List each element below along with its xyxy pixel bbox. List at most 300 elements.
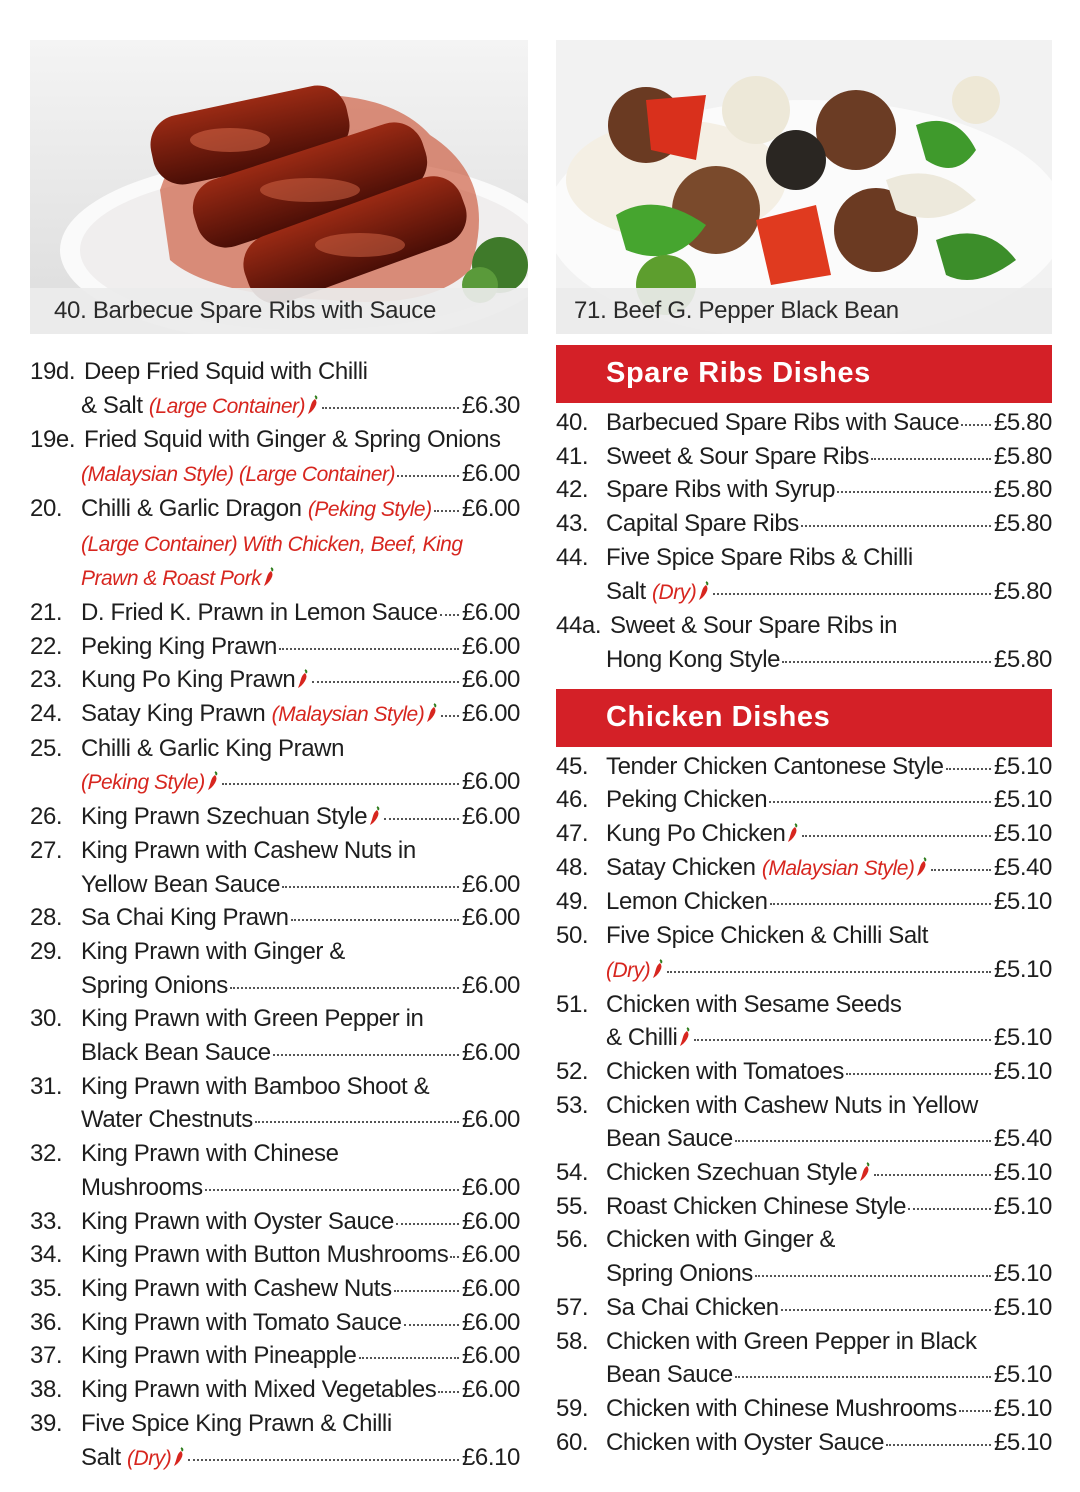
item-name-text: Sweet & Sour Spare Ribs in xyxy=(610,612,898,640)
dot-leader xyxy=(802,835,990,837)
item-note: (Peking Style) xyxy=(307,497,432,521)
item-price: £5.80 xyxy=(993,510,1052,538)
dot-leader xyxy=(770,903,991,905)
item-price: £5.10 xyxy=(993,955,1052,983)
item-name xyxy=(81,561,276,596)
item-number: 28. xyxy=(30,904,63,932)
item-price: £6.00 xyxy=(461,1376,520,1404)
menu-item xyxy=(556,1392,1052,1426)
menu-item-line xyxy=(30,1339,520,1373)
menu-item-line xyxy=(30,1272,520,1306)
menu-item xyxy=(556,507,1052,541)
menu-item-line xyxy=(30,1036,520,1070)
menu-item-line xyxy=(30,901,520,935)
item-number: 44. xyxy=(556,543,589,571)
dot-leader xyxy=(255,1121,459,1123)
item-name-text: Spare Ribs with Syrup xyxy=(606,476,836,504)
item-name-text: Deep Fried Squid with Chilli xyxy=(84,358,368,385)
dot-leader xyxy=(440,614,459,616)
item-name xyxy=(606,575,711,610)
menu-item-line xyxy=(556,988,1052,1022)
item-name xyxy=(606,643,780,677)
menu-item xyxy=(556,988,1052,1055)
item-name-text: King Prawn with Ginger & xyxy=(81,937,345,965)
item-price: £6.00 xyxy=(461,460,520,488)
item-price: £5.40 xyxy=(993,853,1052,881)
menu-item xyxy=(30,1070,520,1137)
menu-item-line xyxy=(556,885,1052,919)
item-number: 60. xyxy=(556,1428,589,1456)
item-note: (Malaysian Style) xyxy=(271,703,425,727)
menu-item-line xyxy=(30,969,520,1003)
item-name xyxy=(610,609,897,643)
menu-item-line xyxy=(30,1407,520,1441)
dot-leader xyxy=(801,525,991,527)
item-name-text: Chicken with Sesame Seeds xyxy=(606,990,902,1018)
dot-leader xyxy=(961,424,991,426)
menu-item xyxy=(30,1002,520,1069)
menu-item xyxy=(30,423,520,491)
dot-leader xyxy=(782,661,991,663)
item-name-text: King Prawn Szechuan Style xyxy=(81,803,368,831)
item-name-text: Chicken with Cashew Nuts in Yellow xyxy=(606,1091,978,1119)
chilli-icon xyxy=(368,806,382,826)
menu-item-line xyxy=(556,575,1052,610)
item-name xyxy=(606,1392,957,1426)
menu-item-line xyxy=(30,389,520,424)
menu-item xyxy=(30,1339,520,1373)
item-name xyxy=(81,1441,186,1476)
item-number: 19e. xyxy=(30,426,76,454)
menu-item-line xyxy=(556,783,1052,817)
menu-item-line xyxy=(30,800,520,834)
item-number: 36. xyxy=(30,1308,63,1336)
item-price: £5.10 xyxy=(993,1024,1052,1052)
menu-item xyxy=(30,935,520,1002)
menu-item-line xyxy=(556,1021,1052,1055)
item-name-text: Satay King Prawn xyxy=(81,700,266,728)
menu-item-line xyxy=(30,663,520,697)
item-number: 29. xyxy=(30,937,63,965)
dot-leader xyxy=(871,458,991,460)
item-name xyxy=(81,1002,423,1036)
item-number: 27. xyxy=(30,836,63,864)
item-number: 50. xyxy=(556,922,589,950)
chilli-icon xyxy=(172,1447,186,1467)
spare-ribs-photo xyxy=(30,40,528,334)
item-name-text: Peking Chicken xyxy=(606,786,768,814)
item-price: £6.00 xyxy=(461,971,520,999)
item-name xyxy=(81,969,228,1003)
dot-leader xyxy=(282,886,459,888)
item-price: £6.00 xyxy=(461,1173,520,1201)
item-name-text: Salt xyxy=(81,1443,121,1471)
menu-item-line xyxy=(556,541,1052,575)
dot-leader xyxy=(279,648,459,650)
dot-leader xyxy=(735,1376,991,1378)
menu-item-line xyxy=(30,1070,520,1104)
item-name xyxy=(606,440,869,474)
item-number: 25. xyxy=(30,734,63,762)
dot-leader xyxy=(273,1054,459,1056)
photo-caption: 40. Barbecue Spare Ribs with Sauce xyxy=(30,288,528,334)
menu-item xyxy=(556,1055,1052,1089)
item-number: 48. xyxy=(556,853,589,881)
dot-leader xyxy=(667,971,991,973)
menu-item-line xyxy=(30,1306,520,1340)
item-price: £5.10 xyxy=(993,1394,1052,1422)
dot-leader xyxy=(946,768,991,770)
item-name-text: King Prawn with Green Pepper in xyxy=(81,1005,424,1033)
item-name xyxy=(606,1156,872,1190)
dot-leader xyxy=(188,1459,459,1461)
item-name xyxy=(81,901,289,935)
item-name xyxy=(606,919,928,953)
item-name-text: & Chilli xyxy=(606,1024,678,1052)
item-name-text: Peking King Prawn xyxy=(81,632,277,660)
item-price: £5.10 xyxy=(993,1159,1052,1187)
item-price: £5.80 xyxy=(993,577,1052,605)
item-price: £5.10 xyxy=(993,1361,1052,1389)
item-number: 55. xyxy=(556,1192,589,1220)
menu-item-line xyxy=(30,1441,520,1476)
item-name xyxy=(606,1426,884,1460)
item-name-text: Spring Onions xyxy=(606,1260,753,1288)
item-price: £6.00 xyxy=(461,904,520,932)
menu-item xyxy=(556,406,1052,440)
item-price: £6.00 xyxy=(461,870,520,898)
item-number: 35. xyxy=(30,1274,63,1302)
item-name-text: Sa Chai King Prawn xyxy=(81,904,289,932)
item-price: £5.40 xyxy=(993,1125,1052,1153)
menu-item-line xyxy=(556,919,1052,953)
dot-leader xyxy=(694,1039,990,1041)
item-name-text: Capital Spare Ribs xyxy=(606,510,799,538)
menu-item-line xyxy=(30,834,520,868)
photo-caption: 71. Beef G. Pepper Black Bean xyxy=(556,288,1052,334)
menu-item xyxy=(30,1407,520,1475)
dot-leader xyxy=(908,1208,991,1210)
item-note: (Dry) xyxy=(606,958,651,982)
menu-item-line xyxy=(556,851,1052,886)
item-name xyxy=(606,988,902,1022)
menu-item-line xyxy=(556,1156,1052,1190)
chilli-icon xyxy=(786,823,800,843)
dot-leader xyxy=(874,1174,991,1176)
item-price: £6.00 xyxy=(461,632,520,660)
menu-item-line xyxy=(30,423,520,457)
menu-item xyxy=(556,1325,1052,1392)
item-name-text: Mushrooms xyxy=(81,1173,203,1201)
item-price: £5.10 xyxy=(993,888,1052,916)
menu-item-line xyxy=(556,1325,1052,1359)
dot-leader xyxy=(312,681,459,683)
item-number: 32. xyxy=(30,1140,63,1168)
item-name-text: Fried Squid with Ginger & Spring Onions xyxy=(84,426,501,454)
dot-leader xyxy=(438,1391,459,1393)
item-name xyxy=(81,492,432,527)
item-name xyxy=(81,1036,271,1070)
dot-leader xyxy=(769,801,991,803)
menu-item-line xyxy=(556,1426,1052,1460)
menu-item xyxy=(30,1238,520,1272)
chilli-icon xyxy=(858,1162,872,1182)
menu-item xyxy=(556,1089,1052,1156)
item-price: £6.00 xyxy=(461,1207,520,1235)
dot-leader xyxy=(735,1140,991,1142)
menu-item xyxy=(556,440,1052,474)
item-number: 53. xyxy=(556,1091,589,1119)
item-number: 47. xyxy=(556,820,589,848)
item-number: 44a. xyxy=(556,612,602,640)
item-price: £5.80 xyxy=(993,645,1052,673)
item-name xyxy=(81,389,320,424)
item-note: (Malaysian Style) xyxy=(761,856,915,880)
item-number: 41. xyxy=(556,442,589,470)
dot-leader xyxy=(931,869,991,871)
item-number: 40. xyxy=(556,409,589,436)
menu-item xyxy=(30,1205,520,1239)
item-name xyxy=(81,527,463,562)
item-number: 58. xyxy=(556,1327,589,1355)
item-name-text: Chicken with Ginger & xyxy=(606,1226,836,1254)
item-number: 51. xyxy=(556,990,589,1018)
item-number: 21. xyxy=(30,598,63,626)
item-name xyxy=(81,1070,429,1104)
dot-leader xyxy=(396,1223,459,1225)
dot-leader xyxy=(886,1444,991,1446)
menu-item xyxy=(30,1272,520,1306)
menu-item-line xyxy=(30,1205,520,1239)
item-name-text: Chicken with Oyster Sauce xyxy=(606,1428,885,1456)
item-number: 19d. xyxy=(30,358,76,385)
item-name-text: Sa Chai Chicken xyxy=(606,1293,779,1321)
item-number: 49. xyxy=(556,888,589,916)
dot-leader xyxy=(384,818,459,820)
menu-item-line xyxy=(556,643,1052,677)
item-name-text: Spring Onions xyxy=(81,971,228,999)
item-name xyxy=(606,1257,753,1291)
item-name-text: Black Bean Sauce xyxy=(81,1039,271,1067)
item-price: £6.00 xyxy=(461,494,520,522)
menu-item xyxy=(30,697,520,732)
item-name xyxy=(81,732,344,766)
menu-item xyxy=(556,1426,1052,1460)
item-name-text: Bean Sauce xyxy=(606,1125,733,1153)
item-name-text: Barbecued Spare Ribs with Sauce xyxy=(606,409,960,436)
menu-item-line xyxy=(556,750,1052,784)
menu-item xyxy=(556,1291,1052,1325)
item-name xyxy=(606,817,800,851)
item-name-text: Salt xyxy=(606,577,646,605)
item-price: £6.00 xyxy=(461,1039,520,1067)
menu-item-line xyxy=(30,1171,520,1205)
menu-item xyxy=(556,1223,1052,1290)
menu-item-line xyxy=(30,1103,520,1137)
menu-item xyxy=(30,1137,520,1204)
item-name-text: Bean Sauce xyxy=(606,1361,733,1389)
item-name-text: D. Fried K. Prawn in Lemon Sauce xyxy=(81,598,438,626)
item-name-text: King Prawn with Chinese xyxy=(81,1140,339,1168)
item-number: 54. xyxy=(556,1159,589,1187)
item-name xyxy=(606,851,929,886)
item-name xyxy=(606,783,767,817)
item-name xyxy=(81,596,438,630)
item-name xyxy=(606,1325,977,1359)
item-name xyxy=(81,800,382,834)
item-number: 52. xyxy=(556,1057,589,1085)
dot-leader xyxy=(404,1324,459,1326)
menu-item-line xyxy=(556,1358,1052,1392)
item-name-text: King Prawn with Mixed Vegetables xyxy=(81,1376,437,1404)
item-name xyxy=(84,355,368,389)
item-name-text: King Prawn with Cashew Nuts in xyxy=(81,836,416,864)
item-number: 59. xyxy=(556,1394,589,1422)
item-price: £6.00 xyxy=(461,598,520,626)
item-price: £5.80 xyxy=(993,476,1052,504)
item-name xyxy=(606,1122,733,1156)
menu-item xyxy=(30,1306,520,1340)
item-number: 20. xyxy=(30,494,63,522)
item-name xyxy=(81,630,277,664)
menu-item-line xyxy=(556,1122,1052,1156)
item-name-text: Roast Chicken Chinese Style xyxy=(606,1192,907,1220)
item-price: £6.00 xyxy=(461,1342,520,1370)
item-note: (Malaysian Style) (Large Container) xyxy=(81,463,395,487)
item-number: 57. xyxy=(556,1293,589,1321)
menu-item xyxy=(30,901,520,935)
menu-item xyxy=(30,1373,520,1407)
item-name xyxy=(84,423,501,457)
item-name-text: Chilli & Garlic King Prawn xyxy=(81,734,345,762)
dot-leader xyxy=(755,1275,991,1277)
menu-item-line xyxy=(556,507,1052,541)
item-name-text: Kung Po King Prawn xyxy=(81,666,296,694)
item-name xyxy=(606,406,959,440)
item-name-text: Yellow Bean Sauce xyxy=(81,870,281,898)
item-name-text: Chicken with Green Pepper in Black xyxy=(606,1327,977,1355)
menu-item-line xyxy=(30,1137,520,1171)
dot-leader xyxy=(781,1309,991,1311)
item-number: 33. xyxy=(30,1207,63,1235)
menu-item xyxy=(556,851,1052,886)
item-name-text: Water Chestnuts xyxy=(81,1106,253,1134)
menu-item-line xyxy=(556,817,1052,851)
item-name-text: King Prawn with Tomato Sauce xyxy=(81,1308,402,1336)
item-number: 39. xyxy=(30,1409,63,1437)
item-name-text: Lemon Chicken xyxy=(606,888,768,916)
menu-item xyxy=(556,1156,1052,1190)
section-spacer xyxy=(556,677,1052,689)
dot-leader xyxy=(291,919,459,921)
item-name-text: Kung Po Chicken xyxy=(606,820,786,848)
item-name xyxy=(81,1103,253,1137)
dot-leader xyxy=(359,1357,459,1359)
item-name xyxy=(606,1190,906,1224)
dot-leader xyxy=(450,1256,459,1258)
menu-item-line xyxy=(30,732,520,766)
item-name-text: King Prawn with Button Mushrooms xyxy=(81,1241,449,1269)
item-name-text: Chicken with Chinese Mushrooms xyxy=(606,1394,957,1422)
item-name xyxy=(606,885,768,919)
menu-item-line xyxy=(30,630,520,664)
item-price: £5.10 xyxy=(993,1260,1052,1288)
menu-item-line xyxy=(556,1392,1052,1426)
dot-leader xyxy=(959,1410,991,1412)
item-name-text: Chicken with Tomatoes xyxy=(606,1057,844,1085)
dot-leader xyxy=(222,783,459,785)
item-number: 56. xyxy=(556,1226,589,1254)
item-name-text: Five Spice King Prawn & Chilli xyxy=(81,1409,392,1437)
item-name-text: Chilli & Garlic Dragon xyxy=(81,494,302,522)
item-name-text: & Salt xyxy=(81,391,143,419)
menu-item-line xyxy=(556,440,1052,474)
menu-item-line xyxy=(556,609,1052,643)
menu-item-line xyxy=(30,1002,520,1036)
menu-item xyxy=(30,492,520,596)
menu-item-line xyxy=(30,868,520,902)
chilli-icon xyxy=(678,1027,692,1047)
item-name xyxy=(606,1021,692,1055)
menu-item xyxy=(556,919,1052,987)
item-note: Prawn & Roast Pork xyxy=(81,567,262,591)
item-price: £6.00 xyxy=(461,1106,520,1134)
menu-item xyxy=(30,834,520,901)
item-name-text: King Prawn with Oyster Sauce xyxy=(81,1207,394,1235)
chilli-icon xyxy=(206,771,220,791)
item-price: £5.10 xyxy=(993,786,1052,814)
menu-item xyxy=(556,750,1052,784)
item-name xyxy=(606,1223,835,1257)
menu-item-line xyxy=(30,561,520,596)
item-name-text: Chicken Szechuan Style xyxy=(606,1159,858,1187)
item-price: £6.00 xyxy=(461,666,520,694)
menu-item xyxy=(30,630,520,664)
menu-item xyxy=(556,783,1052,817)
dot-leader xyxy=(837,491,991,493)
item-number: 37. xyxy=(30,1342,63,1370)
dot-leader xyxy=(713,593,991,595)
menu-item-line xyxy=(556,1089,1052,1123)
menu-item-line xyxy=(556,1223,1052,1257)
item-name xyxy=(606,1291,779,1325)
item-name xyxy=(81,1373,436,1407)
menu-item xyxy=(556,541,1052,609)
item-name xyxy=(81,834,416,868)
item-number: 30. xyxy=(30,1005,63,1033)
item-name xyxy=(81,457,395,492)
item-name-text: King Prawn with Pineapple xyxy=(81,1342,357,1370)
menu-item xyxy=(30,800,520,834)
item-name xyxy=(606,473,835,507)
menu-item xyxy=(556,817,1052,851)
item-name xyxy=(81,1407,392,1441)
item-name xyxy=(606,953,665,988)
menu-item-line xyxy=(556,406,1052,440)
menu-item xyxy=(556,1190,1052,1224)
item-number: 46. xyxy=(556,786,589,814)
item-name xyxy=(81,1339,357,1373)
item-price: £5.10 xyxy=(993,1057,1052,1085)
item-number: 26. xyxy=(30,803,63,831)
menu-item-line xyxy=(30,457,520,492)
item-price: £5.10 xyxy=(993,752,1052,780)
item-name-text: Hong Kong Style xyxy=(606,645,781,673)
dot-leader xyxy=(230,987,459,989)
menu-item-line xyxy=(556,1190,1052,1224)
item-name xyxy=(81,935,345,969)
item-note: (Peking Style) xyxy=(81,771,205,795)
